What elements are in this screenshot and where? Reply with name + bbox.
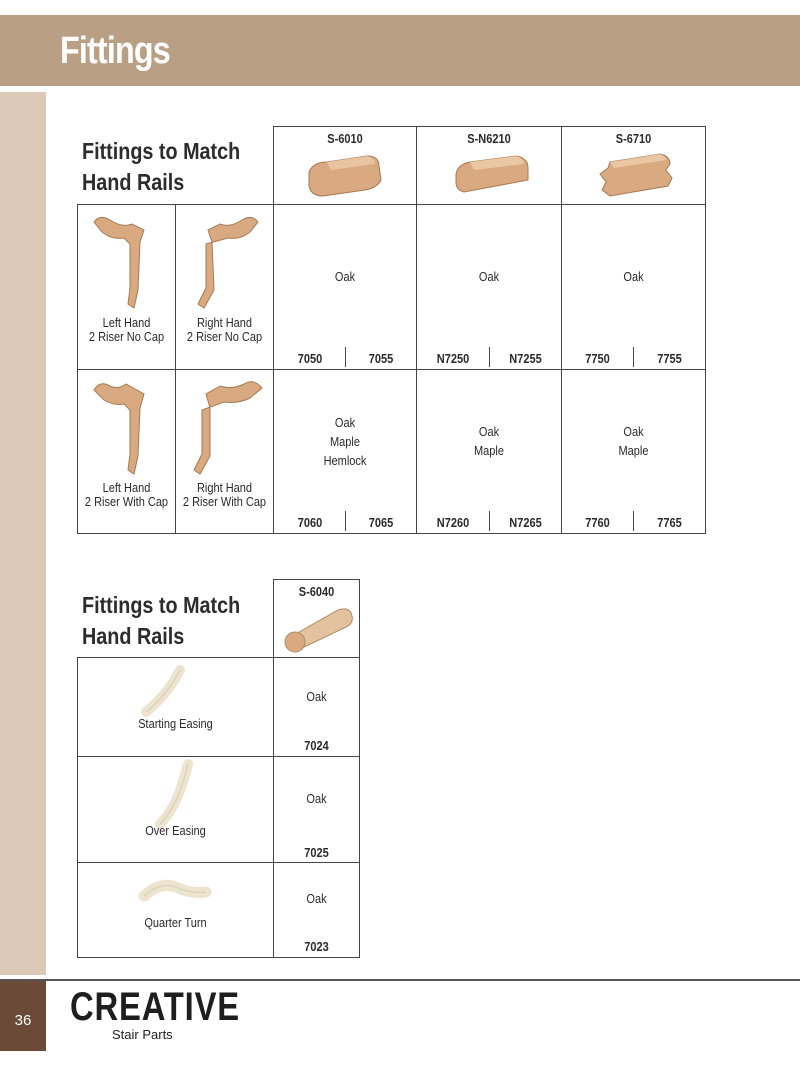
- fitting-label-right-no-cap: [182, 316, 267, 344]
- rail-header-sn6210: S-N6210: [467, 132, 511, 146]
- wood-species-list: [571, 423, 697, 461]
- part-code: 7025: [304, 846, 329, 860]
- code-divider: [345, 347, 346, 367]
- rail-header-s6040: S-6040: [298, 585, 335, 599]
- table1-top-border: [273, 126, 706, 127]
- table2-right-border: [359, 579, 360, 958]
- starting-easing-image: [140, 664, 200, 714]
- page-title: Fittings: [60, 30, 170, 72]
- left-hand-2-riser-with-cap-image: [92, 376, 162, 476]
- wood-species: Hemlock: [323, 454, 367, 468]
- table2-top-border: [273, 579, 360, 580]
- wood-species: Oak: [623, 270, 644, 284]
- table1-col-border-1: [273, 126, 274, 534]
- table1-left-border: [77, 204, 78, 534]
- right-hand-2-riser-with-cap-image: [188, 376, 264, 476]
- rail-profile-s6010-image: [305, 150, 385, 200]
- wood-species: Maple: [330, 435, 360, 449]
- easing-label: Over Easing: [145, 824, 206, 838]
- rail-header-s6010: S-6010: [327, 132, 363, 146]
- fitting-label-right-with-cap: [182, 481, 267, 509]
- wood-species: Maple: [474, 444, 504, 458]
- rail-profile-sn6210-image: [452, 150, 532, 200]
- page-number: 36: [14, 1012, 32, 1029]
- side-band: [0, 92, 46, 975]
- code-divider: [633, 511, 634, 531]
- wood-species: Oak: [306, 690, 327, 704]
- wood-species: Oak: [306, 892, 327, 906]
- section2-title-line1: Fittings to Match: [82, 592, 241, 618]
- right-hand-2-riser-no-cap-image: [190, 212, 260, 312]
- rail-header-s6710: S-6710: [615, 132, 652, 146]
- fitting-label-line: Left Hand: [102, 316, 151, 330]
- fitting-label-line: Right Hand: [196, 481, 253, 495]
- rail-profile-s6040-image: [280, 602, 356, 652]
- footer-rule: [0, 979, 800, 981]
- section2-title: [82, 590, 240, 652]
- table2-header-border: [77, 657, 360, 658]
- fitting-label-line: Left Hand: [102, 481, 151, 495]
- part-code: 7755: [657, 352, 682, 366]
- part-code: 7024: [304, 739, 329, 753]
- part-code: 7023: [304, 940, 329, 954]
- rail-profile-s6710-image: [596, 150, 676, 200]
- table1-row-border: [77, 369, 706, 370]
- code-divider: [489, 347, 490, 367]
- part-code: N7255: [509, 352, 542, 366]
- brand-logo: CREATIVE: [70, 985, 240, 1029]
- part-code: N7260: [436, 516, 470, 530]
- part-code: 7065: [368, 516, 394, 530]
- part-code: 7760: [585, 516, 610, 530]
- part-code: 7765: [657, 516, 682, 530]
- section1-title: [82, 136, 240, 198]
- fitting-label-line: 2 Riser No Cap: [88, 330, 165, 344]
- section1-title-line2: Hand Rails: [82, 169, 185, 195]
- table1-mid-border: [175, 204, 176, 534]
- table1-bottom-border: [77, 533, 706, 534]
- wood-species: Oak: [623, 425, 644, 439]
- part-code: 7055: [368, 352, 394, 366]
- table1-col-border-3: [561, 126, 562, 534]
- quarter-turn-image: [138, 876, 214, 906]
- table2-row-border: [77, 756, 360, 757]
- table2-left-border: [77, 657, 78, 958]
- section1-title-line1: Fittings to Match: [82, 138, 241, 164]
- brand-tagline: Stair Parts: [112, 1027, 173, 1042]
- fitting-label-left-no-cap: [84, 316, 169, 344]
- wood-species: Oak: [334, 270, 356, 284]
- wood-species: Oak: [478, 270, 500, 284]
- table1-col-border-2: [416, 126, 417, 534]
- code-divider: [345, 511, 346, 531]
- wood-species-list: [426, 423, 553, 461]
- wood-species: Maple: [618, 444, 649, 458]
- fitting-label-line: 2 Riser No Cap: [186, 330, 263, 344]
- table1-header-border: [77, 204, 706, 205]
- left-hand-2-riser-no-cap-image: [92, 212, 162, 312]
- part-code: N7250: [436, 352, 470, 366]
- fitting-label-line: 2 Riser With Cap: [182, 495, 267, 509]
- code-divider: [489, 511, 490, 531]
- part-code: N7265: [509, 516, 542, 530]
- section2-title-line2: Hand Rails: [82, 623, 185, 649]
- easing-label: Quarter Turn: [144, 916, 207, 930]
- wood-species: Oak: [306, 792, 327, 806]
- table2-col-border: [273, 579, 274, 958]
- over-easing-image: [150, 760, 200, 828]
- table2-bottom-border: [77, 957, 360, 958]
- wood-species: Oak: [334, 416, 356, 430]
- fitting-label-line: 2 Riser With Cap: [84, 495, 169, 509]
- easing-label: Starting Easing: [138, 717, 213, 731]
- code-divider: [633, 347, 634, 367]
- fitting-label-left-with-cap: [84, 481, 169, 509]
- fitting-label-line: Right Hand: [196, 316, 253, 330]
- wood-species-list: [283, 414, 408, 471]
- part-code: 7750: [585, 352, 610, 366]
- table1-right-border: [705, 126, 706, 534]
- wood-species: Oak: [478, 425, 500, 439]
- part-code: 7050: [297, 352, 323, 366]
- part-code: 7060: [297, 516, 323, 530]
